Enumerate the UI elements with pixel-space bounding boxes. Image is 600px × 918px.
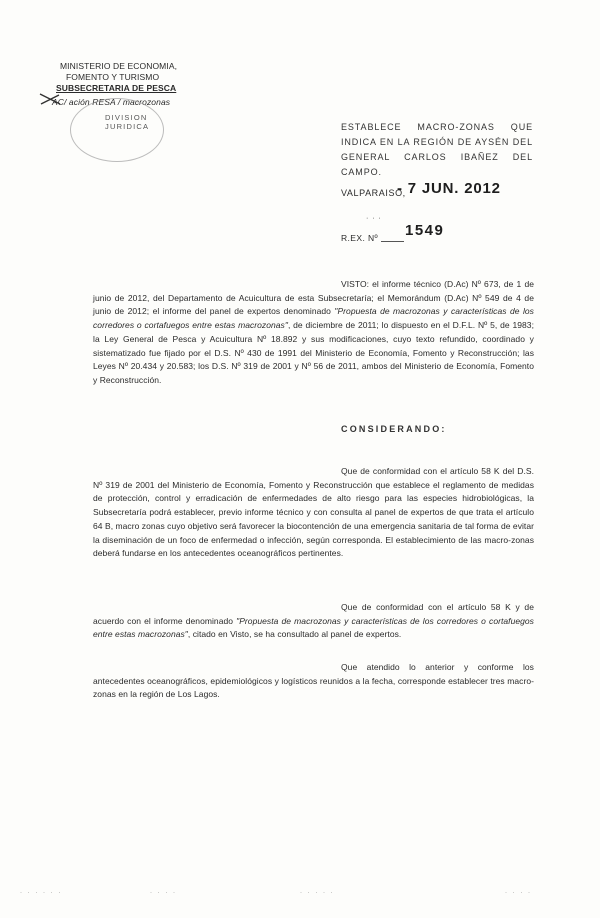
reference-line: AC/ ación RESA / macrozonas [52, 97, 171, 107]
resolution-title: ESTABLECE MACRO-ZONAS QUE INDICA EN LA REGIÓN DE AYSÉN DEL GENERAL CARLOS IBAÑEZ DEL CAMPO. [341, 122, 533, 177]
scan-artifact-mid: · · · · [150, 890, 177, 896]
considerando-paragraph-1: Que de conformidad con el artículo 58 K del D.S. Nº 319 de 2001 del Ministerio de Economía, Fomento y Reconstrucción que establece el reglamento de medidas de protección, control y erradicación de enfermedades de alto riesgo para las especies hidrobiológicas, la Subsecretaría podrá establecer, previo informe técnico y con consulta al panel de expertos de que trata el artículo 64 B, macro zonas cuyo objetivo será favorecer la biocontención de una emergencia sanitaria de tal forma de evitar la diseminación de un foco de enfermedad o infección, según corresponda. El establecimiento de las macro-zonas deberá fundarse en los antecedentes oceanográficos pertinentes. [93, 466, 534, 559]
visto-label: VISTO: [341, 279, 370, 289]
visto-text-2: , de diciembre de 2011; lo dispuesto en el D.F.L. Nº 5, de 1983; la Ley General de Pesca y Acuicultura Nº 18.892 y sus modificaciones, cuyo texto refundido, coordinado y sistematizado fue fijado por el D.S. Nº 430 de 1991 del Ministerio de Economía, Fomento y Reconstrucción; las Leyes Nº 20.434 y 20.583; los D.S. Nº 319 de 2001 y Nº 56 de 2011, ambos del Ministerio de Economía, Fomento y Reconstrucción. [93, 320, 534, 385]
ministry-line-2: FOMENTO Y TURISMO [66, 72, 160, 82]
stamp-text [105, 113, 150, 131]
scan-artifact-right: · · · · [505, 890, 532, 896]
scan-artifact-left: · · · · · · [20, 890, 63, 896]
paragraph-2-report-title: "Propuesta de macrozonas y características de los corredores o cortafuegos entre estas macrozonas" [93, 615, 534, 640]
visto-paragraph [93, 278, 534, 388]
stamp-line-1: DIVISION [105, 113, 148, 122]
considerando-heading: CONSIDERANDO: [341, 424, 447, 434]
handwritten-strike-mark [38, 92, 62, 106]
paragraph-2-text-2: , citado en Visto, se ha consultado al panel de expertos. [187, 629, 402, 640]
considerando-paragraph-2 [93, 601, 534, 642]
visto-text-1: el informe técnico (D.Ac) Nº 673, de 1 de junio de 2012, del Departamento de Acuicultura de esta Subsecretaría; el Memorándum (D.Ac) Nº 549 de 4 de junio de 2012; el informe del panel de expertos denominado [93, 279, 534, 317]
place-label: VALPARAISO, [341, 188, 406, 198]
scan-artifact-mid2: · · · · · [300, 890, 335, 896]
visto-report-title: "Propuesta de macrozonas y características de los corredores o cortafuegos entre estas macrozonas" [93, 306, 534, 331]
stamp-line-2: JURIDICA [105, 121, 150, 131]
paragraph-2-text-1: Que de conformidad con el artículo 58 K y de acuerdo con el informe denominado [93, 602, 534, 626]
rex-number: 1549 [405, 222, 445, 239]
rex-underline [381, 241, 404, 242]
considerando-paragraph-3: Que atendido lo anterior y conforme los antecedentes oceanográficos, epidemiológicos y logísticos reunidos a la fecha, corresponde establecer tres macro-zonas en la región de Los Lagos. [93, 662, 534, 700]
dot-marks: · · · [366, 215, 382, 222]
ministry-line-1: MINISTERIO DE ECONOMIA, [60, 61, 178, 71]
rex-label: R.EX. Nº [341, 233, 379, 243]
date-stamp: - 7 JUN. 2012 [397, 180, 501, 197]
subsecretaria-label: SUBSECRETARIA DE PESCA [56, 83, 177, 93]
